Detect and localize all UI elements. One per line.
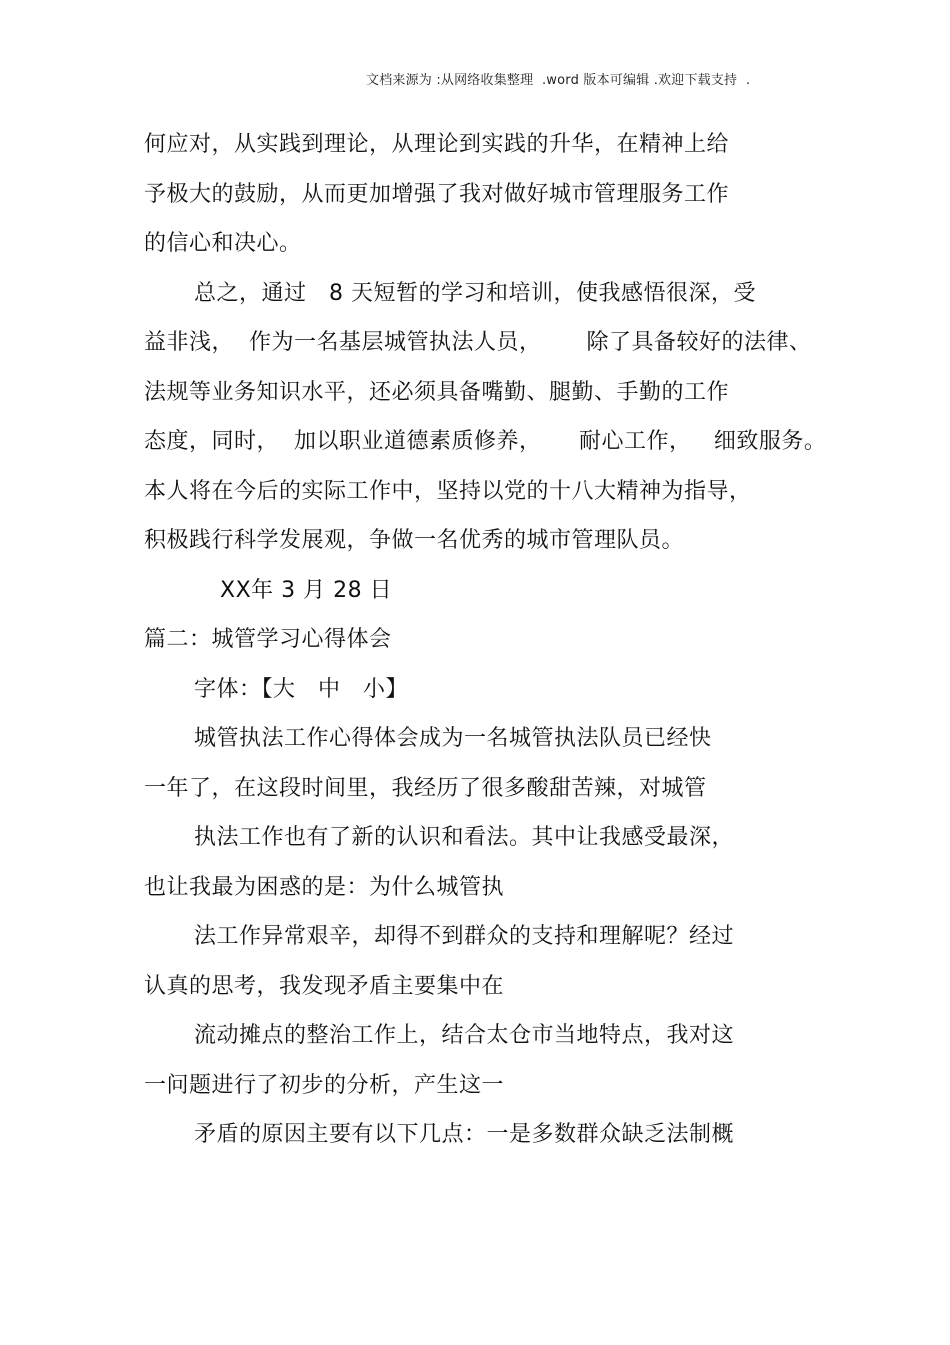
document-body xyxy=(144,120,827,1160)
text-line-14: 一年了，在这段时间里，我经历了很多酸甜苦辣，对城管 xyxy=(144,775,707,801)
text-line-2: 予极大的鼓励，从而更加增强了我对做好城市管理服务工作 xyxy=(144,181,730,207)
text-line-13: 城管执法工作心得体会成为一名城管执法队员已经快 xyxy=(194,726,712,751)
section-title: 篇二：城管学习心得体会 xyxy=(144,627,392,652)
text-line-21: 矛盾的原因主要有以下几点：一是多数群众缺乏法制概 xyxy=(194,1122,735,1147)
text-line-17: 法工作异常艰辛，却得不到群众的支持和理解呢？经过 xyxy=(194,924,735,949)
text-line-1: 何应对，从实践到理论，从理论到实践的升华，在精神上给 xyxy=(144,132,730,157)
text-line-3: 的信心和决心。 xyxy=(144,231,302,256)
text-line-4: 总之，通过 8 天短暂的学习和培训，使我感悟很深，受 xyxy=(194,280,756,306)
font-size-selector[interactable]: 字体：【大 中 小】 xyxy=(194,676,408,702)
source-note: 文档来源为 :从网络收集整理 .word 版本可编辑 .欢迎下载支持 . xyxy=(366,73,751,88)
text-line-9: 积极践行科学发展观，争做一名优秀的城市管理队员。 xyxy=(144,528,685,553)
text-line-8: 本人将在今后的实际工作中，坚持以党的十八大精神为指导， xyxy=(144,478,752,504)
text-line-16: 也让我最为困惑的是：为什么城管执 xyxy=(144,874,505,900)
text-line-6: 法规等业务知识水平，还必须具备嘴勤、腿勤、手勤的工作 xyxy=(144,379,730,405)
text-line-5: 益非浅， 作为一名基层城管执法人员， 除了具备较好的法律、 xyxy=(144,330,812,355)
date-line: XX年 3 月 28 日 xyxy=(220,577,393,603)
text-line-20: 一问题进行了初步的分析，产生这一 xyxy=(144,1072,505,1098)
text-line-15: 执法工作也有了新的认识和看法。其中让我感受最深， xyxy=(194,825,735,850)
text-line-7: 态度，同时， 加以职业道德素质修养， 耐心工作， 细致服务。 xyxy=(144,429,827,454)
text-line-18: 认真的思考，我发现矛盾主要集中在 xyxy=(144,973,505,999)
text-line-19: 流动摊点的整治工作上，结合太仓市当地特点，我对这 xyxy=(194,1023,735,1048)
